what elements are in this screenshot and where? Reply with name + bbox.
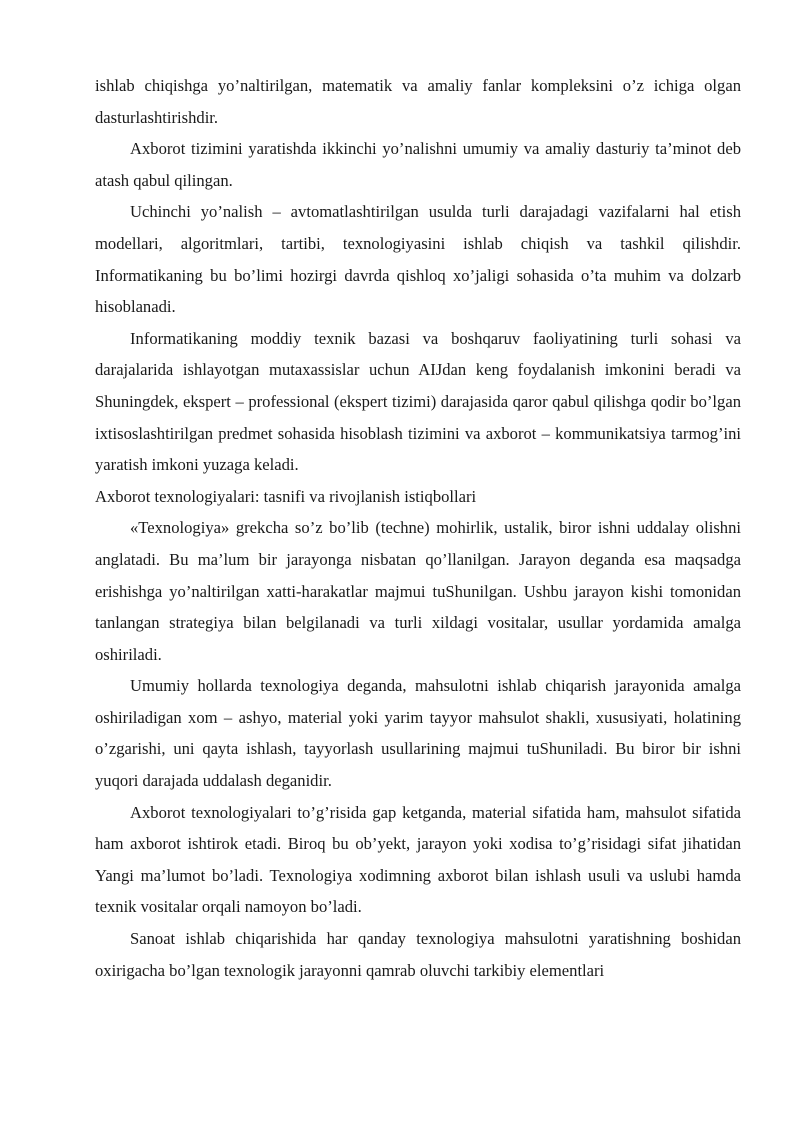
paragraph-third-direction: Uchinchi yo’nalish – avtomatlashtirilgan usulda turli darajadagi vazifalarni hal etish modellari, algoritmlari, tartibi, texnologiyasini ishlab chiqish va tashkil qilishdir. Informatikaning bu bo’limi hozirgi davrda qishloq xo’jaligi sohasida o’ta muhim va dolzarb hisoblanadi. [95, 202, 741, 317]
paragraph-information-technology: Axborot texnologiyalari to’g’risida gap ketganda, material sifatida ham, mahsulot sifatida ham axborot ishtirok etadi. Biroq bu ob’yekt, jarayon yoki xodisa to’g’risidagi sifat jihatidan Yangi ma’lumot bo’ladi. Texnologiya xodimning axborot bilan ishlash usuli va uslubi hamda texnik vositalar orqali namoyon bo’ladi. [95, 802, 741, 917]
section-heading: Axborot texnologiyalari: tasnifi va rivojlanish istiqbollari [95, 486, 477, 506]
paragraph-general-technology: Umumiy hollarda texnologiya deganda, mahsulotni ishlab chiqarish jarayonida amalga oshiriladigan xom – ashyo, material yoki yarim tayyor mahsulot shakli, xususiyati, holatining o’zgarishi, uni qayta ishlash, tayyorlash usullarining majmui tuShuniladi. Bu biror bir ishni yuqori darajada uddalash deganidir. [95, 676, 741, 791]
paragraph-technology-definition: «Texnologiya» grekcha so’z bo’lib (techne) mohirlik, ustalik, biror ishni uddalay olishni anglatadi. Bu ma’lum bir jarayonga nisbatan qo’llanilgan. Jarayon deganda esa maqsadga erishishga yo’naltirilgan xatti-harakatlar majmui tuShunilgan. Ushbu jarayon kishi tomonidan tanlangan strategiya bilan belgilanadi va turli xildagi vositalar, usullar yordamida amalga oshiriladi. [95, 518, 741, 664]
paragraph-second-direction: Axborot tizimini yaratishda ikkinchi yo’nalishni umumiy va amaliy dasturiy ta’minot deb atash qabul qilingan. [95, 139, 741, 190]
paragraph-material-base: Informatikaning moddiy texnik bazasi va boshqaruv faoliyatining turli sohasi va darajalarida ishlayotgan mutaxassislar uchun AIJdan keng foydalanish imkonini beradi va Shuningdek, ekspert – professional (ekspert tizimi) darajasida qaror qabul qilishga qodir bo’lgan ixtisoslashtirilgan predmet sohasida hisoblash tizimini va axborot – kommunikatsiya tarmog’ini yaratish imkoni yuzaga keladi. [95, 328, 741, 475]
paragraph-continuation: ishlab chiqishga yo’naltirilgan, matematik va amaliy fanlar kompleksini o’z ichiga olgan dasturlashtirishdir. [95, 76, 741, 127]
document-page [95, 70, 741, 986]
paragraph-industrial-production: Sanoat ishlab chiqarishida har qanday texnologiya mahsulotni yaratishning boshidan oxirigacha bo’lgan texnologik jarayonni qamrab oluvchi tarkibiy elementlari [95, 929, 741, 980]
